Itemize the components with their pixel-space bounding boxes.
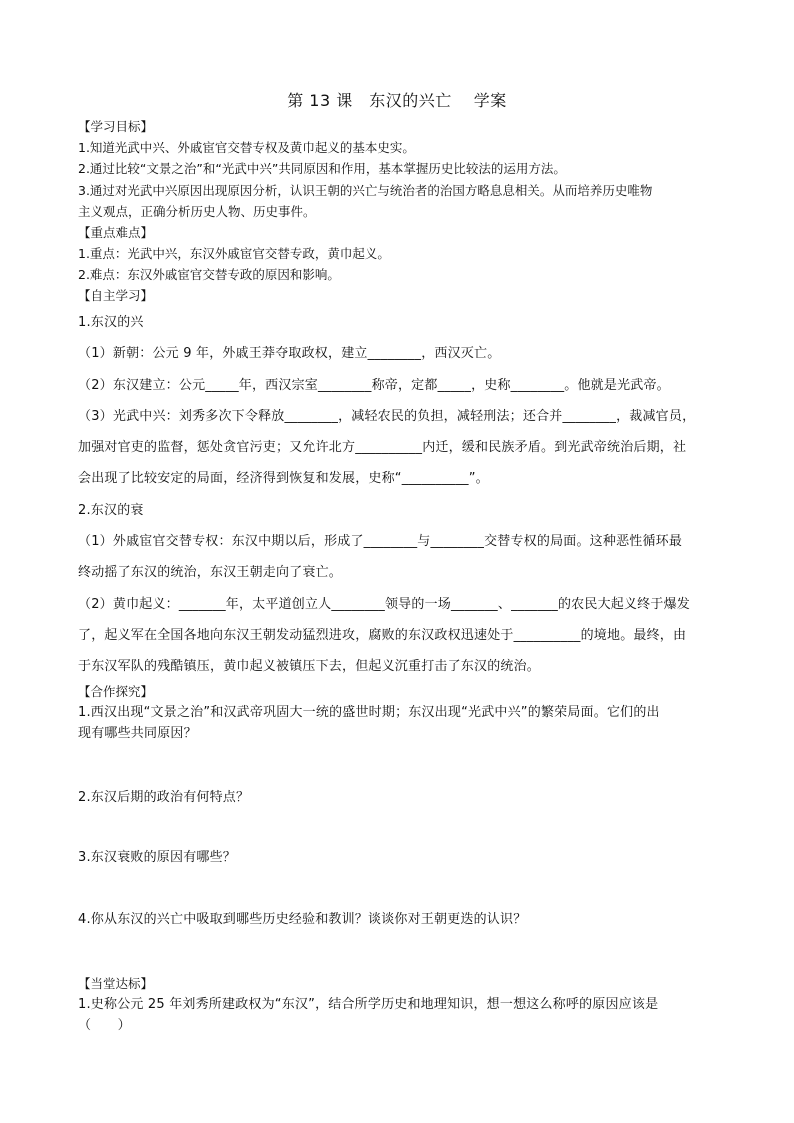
fill-in-line: （1）新朝：公元 9 年，外戚王莽夺取政权，建立________，西汉灭亡。 xyxy=(78,346,501,361)
objective-line: 3.通过对光武中兴原因出现原因分析，认识王朝的兴亡与统治者的治国方略息息相关。从而培养历史唯物 xyxy=(78,183,653,198)
objective-line: 1.知道光武中兴、外戚宦官交替专权及黄巾起义的基本史实。 xyxy=(78,140,415,155)
objective-line: 主义观点，正确分析历史人物、历史事件。 xyxy=(78,204,316,219)
subsection-heading: 1.东汉的兴 xyxy=(78,315,144,330)
answer-brackets: （ ） xyxy=(78,1018,131,1033)
question-line: 1.史称公元 25 年刘秀所建政权为“东汉”，结合所学历史和地理知识，想一想这么称呼的原因应该是 xyxy=(78,997,659,1012)
question-line: 2.东汉后期的政治有何特点？ xyxy=(78,790,250,805)
question-line: 1.西汉出现“文景之治”和汉武帝巩固大一统的盛世时期；东汉出现“光武中兴”的繁荣局面。它们的出 xyxy=(78,705,660,720)
fill-in-line: 加强对官吏的监督，惩处贪官污吏；又允许北方__________内迁，缓和民族矛盾。到光武帝统治后期，社 xyxy=(78,440,687,455)
section-heading-cooperative-inquiry: 【合作探究】 xyxy=(78,684,154,699)
section-heading-self-study: 【自主学习】 xyxy=(78,288,154,303)
subsection-heading: 2.东汉的衰 xyxy=(78,503,144,518)
fill-in-line: 会出现了比较安定的局面，经济得到恢复和发展，史称“__________”。 xyxy=(78,471,489,486)
fill-in-line: 终动摇了东汉的统治，东汉王朝走向了衰亡。 xyxy=(78,565,343,580)
fill-in-line: （2）黄巾起义：_______年，太平道创立人________领导的一场_______、_______的农民大起义终于爆发 xyxy=(78,597,690,612)
section-heading-classroom-test: 【当堂达标】 xyxy=(78,976,154,991)
fill-in-line: 于东汉军队的残酷镇压，黄巾起义被镇压下去，但起义沉重打击了东汉的统治。 xyxy=(78,659,541,674)
fill-in-line: （3）光武中兴：刘秀多次下令释放________，减轻农民的负担，减轻刑法；还合并________，裁减官员， xyxy=(78,409,696,424)
fill-in-line: （2）东汉建立：公元_____年，西汉宗室________称帝，定都_____，史称________。他就是光武帝。 xyxy=(78,378,670,393)
section-heading-key-points: 【重点难点】 xyxy=(78,225,154,240)
fill-in-line: 了，起义军在全国各地向东汉王朝发动猛烈进攻，腐败的东汉政权迅速处于__________的境地。最终，由 xyxy=(78,628,687,643)
key-point-line: 1.重点：光武中兴，东汉外戚宦官交替专政，黄巾起义。 xyxy=(78,246,390,261)
question-line: 4.你从东汉的兴亡中吸取到哪些历史经验和教训？谈谈你对王朝更迭的认识？ xyxy=(78,912,527,927)
key-point-line: 2.难点：东汉外戚宦官交替专政的原因和影响。 xyxy=(78,267,340,282)
page-title: 第 13 课 东汉的兴亡 学案 xyxy=(287,91,507,110)
section-heading-objectives: 【学习目标】 xyxy=(78,119,154,134)
question-line: 3.东汉衰败的原因有哪些？ xyxy=(78,850,237,865)
objective-line: 2.通过比较“文景之治”和“光武中兴”共同原因和作用，基本掌握历史比较法的运用方法。 xyxy=(78,161,566,176)
question-line: 现有哪些共同原因？ xyxy=(78,726,197,741)
fill-in-line: （1）外戚宦官交替专权：东汉中期以后，形成了________与________交替专权的局面。这种恶性循环最 xyxy=(78,534,683,549)
